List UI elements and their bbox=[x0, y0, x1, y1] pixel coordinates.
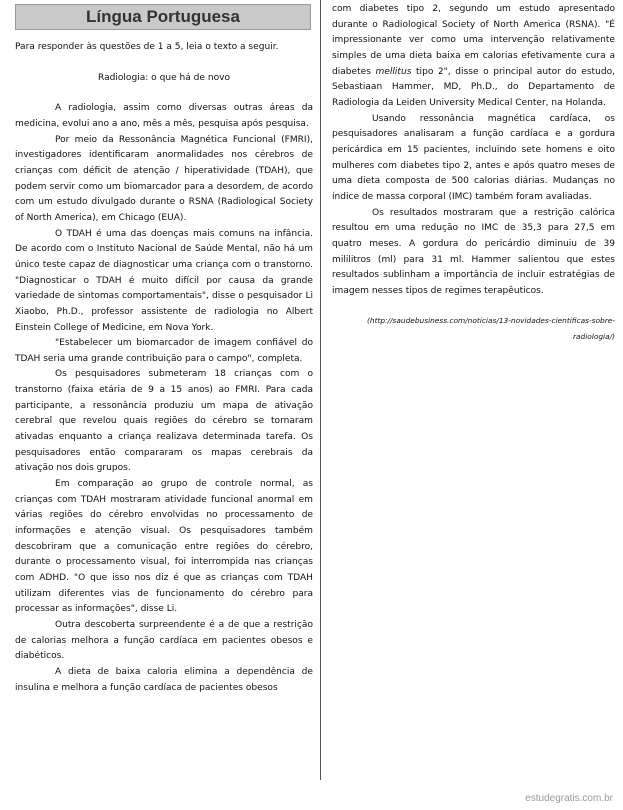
subject-header bbox=[15, 4, 311, 30]
instruction-text: Para responder às questões de 1 a 5, leia o texto a seguir. bbox=[15, 42, 279, 52]
site-watermark: estudegratis.com.br bbox=[525, 793, 613, 804]
column-divider bbox=[320, 0, 321, 780]
article-paragraph: A radiologia, assim como diversas outras áreas da medicina, evolui ano a ano, mês a mês, pesquisa após pesquisa. bbox=[15, 103, 313, 129]
left-column bbox=[15, 40, 313, 696]
italic-term: mellitus bbox=[375, 66, 412, 77]
article-paragraph: O TDAH é uma das doenças mais comuns na infância. De acordo com o Instituto Nacional de Saúde Mental, não há um único teste capaz de diagnosticar uma criança com o transtorno. "Diagnosticar o TDAH é muito difícil por causa da grande variedade de sintomas comportamentais", disse o pesquisador Li Xiaobo, Ph.D., professor assistente de radiologia no Albert Einstein College of Medicine, em Nova York. bbox=[15, 228, 313, 333]
right-column bbox=[332, 2, 615, 352]
article-paragraph: "Estabelecer um biomarcador de imagem confiável do TDAH seria uma grande contribuição para o campo", completa. bbox=[15, 338, 313, 364]
subject-title: Língua Portuguesa bbox=[86, 7, 240, 26]
article-paragraph: Os pesquisadores submeteram 18 crianças com o transtorno (faixa etária de 9 a 15 anos) ao FMRI. Para cada participante, a ressonância produziu um mapa de ativação cerebral que revelou quais regiões do cérebro se tornaram ativadas enquanto a criança realizava determinada tarefa. Os pesquisadores então compararam os mapas cerebrais da ativação nos dois grupos. bbox=[15, 369, 313, 474]
continuation-text-end: tipo 2", disse o principal autor do estudo, Sebastiaan Hammer, MD, Ph.D., do Departamento de Radiologia da Leiden University Medical Center, na Holanda. bbox=[332, 66, 615, 108]
article-paragraph: Por meio da Ressonância Magnética Funcional (FMRI), investigadores identificaram anormalidades nos cérebros de crianças com déficit de atenção / hiperatividade (TDAH), que podem servir como um biomarcador para a desordem, de acordo com um estudo divulgado durante o RSNA (Radiological Society of North America), em Chicago (EUA). bbox=[15, 134, 313, 223]
article-paragraph: A dieta de baixa caloria elimina a dependência de insulina e melhora a função cardíaca de pacientes obesos bbox=[15, 666, 313, 693]
article-paragraph: Em comparação ao grupo de controle normal, as crianças com TDAH mostraram atividade funcional anormal em várias regiões do cérebro envolvidas no processamento de informações e atenção visual. Os pesquisadores também descobriram que a comunicação entre regiões do cérebro, durante o processamento visual, foi interrompida nas crianças com ADHD. "O que isso nos diz é que as crianças com TDAH utilizam diferentes vias de funcionamento do cérebro para processar as informações", disse Li. bbox=[15, 479, 313, 615]
article-paragraph: Os resultados mostraram que a restrição calórica resultou em uma redução no IMC de 35,3 para 27,5 em quatro meses. A gordura do pericárdio diminuiu de 39 mililitros (ml) para 31 ml. Hammer salientou que estes resultados sublinham a importância de incluir estratégias de imagem nesses tipos de regimes terapêuticos. bbox=[332, 207, 615, 296]
article-title: Radiologia: o que há de novo bbox=[97, 72, 231, 83]
article-paragraph: Outra descoberta surpreendente é a de que a restrição de calorias melhora a função cardíaca em pacientes obesos e diabéticos. bbox=[15, 619, 313, 662]
continuation-text: com diabetes tipo 2, segundo um estudo apresentado durante o Radiological Society of North America (RSNA). "É impressionante ver como uma intervenção relativamente simples de uma dieta baixa em calorias efetivamente cura a diabetes bbox=[332, 4, 615, 77]
article-paragraph: Usando ressonância magnética cardíaca, os pesquisadores analisaram a função cardíaca e a gordura pericárdica em 15 pacientes, incluindo sete homens e oito mulheres com diabetes tipo 2, antes e após quatro meses de uma dieta composta de 500 calorias diárias. Mudanças no índice de massa corporal (IMC) também foram avaliadas. bbox=[332, 113, 615, 202]
source-citation: (http://saudebusiness.com/noticias/13-novidades-cientificas-sobre-radiologia/) bbox=[367, 316, 615, 342]
article-paragraph-continuation bbox=[332, 2, 615, 112]
